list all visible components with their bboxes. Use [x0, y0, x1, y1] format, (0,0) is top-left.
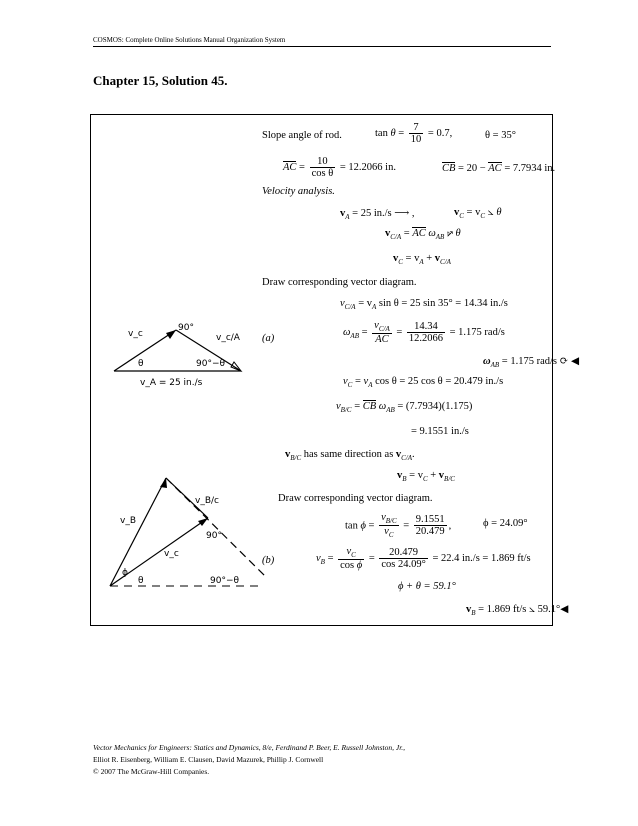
label-vc-a: v_c: [128, 329, 143, 339]
footer-line-1: Vector Mechanics for Engineers: Statics and Dynamics, 8/e, Ferdinand P. Beer, E. Russell Johnston, Jr.,: [93, 743, 406, 752]
label-theta-a: θ: [138, 359, 144, 369]
omega-result: $\omega_{AB} = 1.175$ rad/s ⟳ ◀: [483, 356, 580, 370]
vb-sum: $v_B = v_C + v_{B/C}$: [397, 470, 455, 484]
label-theta-b: θ: [138, 576, 144, 586]
theta-value: θ = 35°: [485, 130, 516, 141]
ac-equation: AC = $\frac{10}{\text{cos θ}}$ = 12.2066 in.: [283, 156, 396, 180]
part-b-label: (b): [262, 555, 275, 566]
vbc-calc: $v_{B/C}$ = CB $\omega_{AB} = (7.7934)(1.175)$: [336, 401, 473, 415]
vc-equation: $v_C = v_C$ ⦣ θ: [454, 207, 502, 221]
sum-angles: ϕ + θ = 59.1°: [398, 581, 456, 592]
label-phi-b: ϕ: [122, 568, 128, 578]
va-equation: $v_A = 25$ in./s ⟶ ,: [340, 208, 415, 222]
header-rule: [93, 46, 551, 47]
part-a-label: (a): [262, 333, 275, 344]
vc-calc: $v_C = v_A$ cos θ = 25 cos θ = 20.479 in./s: [343, 376, 504, 390]
vb-result: $v_B = 1.869$ ft/s ⦣ 59.1°◀: [466, 604, 569, 618]
label-vb-b: v_B: [120, 516, 137, 526]
tan-theta-eq: tan θ = $\frac{7}{10}$ = 0.7,: [375, 122, 453, 146]
draw-label-1: Draw corresponding vector diagram.: [262, 277, 417, 288]
vca-calc: $v_{C/A} = v_A$ sin θ = 25 sin 35° = 14.34 in./s: [340, 298, 508, 312]
label-90theta-a: 90°−θ: [196, 359, 225, 369]
label-90-a: 90°: [178, 323, 194, 333]
slope-label: Slope angle of rod.: [262, 130, 342, 141]
chapter-title: Chapter 15, Solution 45.: [93, 73, 228, 88]
vector-diagram-b: [100, 468, 270, 598]
vc-sum: $v_C = v_A + v_{C/A}$: [393, 253, 451, 267]
omega-equation: $\omega_{AB}$ = $\frac{v_{C/A}}{AC}$ = $\frac{14.34}{12.2066}$ = 1.175 rad/s: [343, 320, 505, 346]
label-vca-a: v_c/A: [216, 333, 240, 343]
footer-line-3: © 2007 The McGraw-Hill Companies.: [93, 767, 210, 776]
label-va-a: v_A = 25 in./s: [140, 378, 203, 388]
phi-value: ϕ = 24.09°: [483, 518, 528, 529]
velocity-label: Velocity analysis.: [262, 186, 335, 197]
draw-label-2: Draw corresponding vector diagram.: [278, 493, 433, 504]
vca-equation: $v_{C/A}$ = AC $\omega_{AB}$ ⦬ θ: [385, 228, 461, 242]
page-header: COSMOS: Complete Online Solutions Manual Organization System: [93, 36, 286, 44]
footer-line-2: Elliot R. Eisenberg, William E. Clausen, David Mazurek, Phillip J. Cornwell: [93, 755, 324, 764]
label-90-b: 90°: [206, 531, 222, 541]
vbc-value: = 9.1551 in./s: [411, 426, 469, 437]
vb-equation: $v_B$ = $\frac{v_C}{\text{cos ϕ}}$ = $\frac{20.479}{\cos 24.09^\circ}$ = 22.4 in./s = 1.869 ft/s: [316, 546, 531, 572]
label-90theta-b: 90°−θ: [210, 576, 239, 586]
same-direction: $v_{B/C}$ has same direction as $v_{C/A}$.: [285, 449, 415, 463]
label-vc-b: v_c: [164, 549, 179, 559]
vector-diagram-a: [100, 318, 260, 393]
label-vbc-b: v_B/c: [195, 496, 219, 506]
cb-equation: CB = 20 − AC = 7.7934 in.: [442, 163, 556, 174]
tanphi-equation: tan ϕ = $\frac{v_{B/C}}{v_C}$ = $\frac{9.1551}{20.479}$ ,: [345, 512, 452, 540]
